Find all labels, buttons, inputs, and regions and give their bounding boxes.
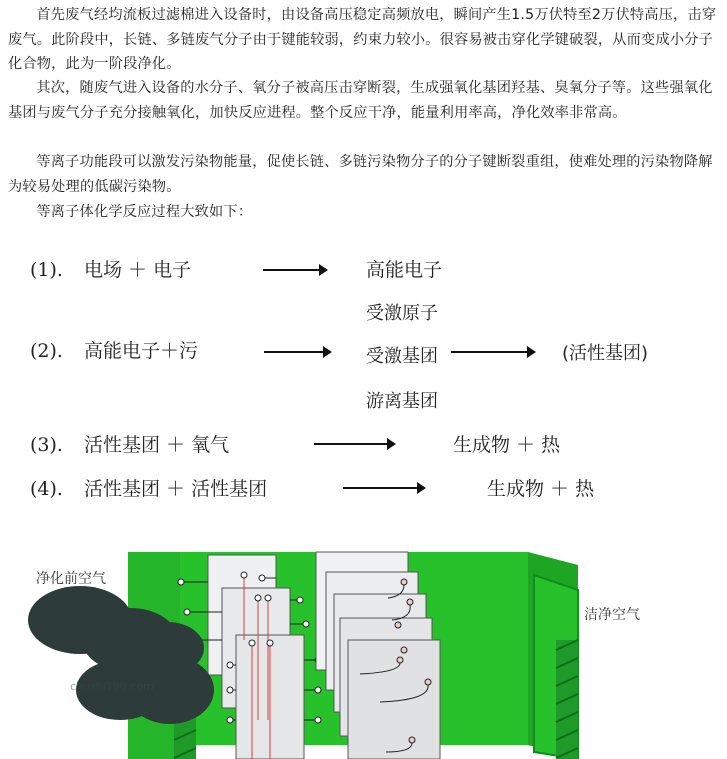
equation-1-product: 高能电子 [366, 259, 443, 281]
paragraph-3: 等离子功能段可以激发污染物能量，促使长链、多链污染物分子的分子键断裂重组，使难处理的污染物降解为较易处理的低碳污染物。 [8, 154, 713, 195]
equation-4-arrow [343, 487, 424, 489]
paragraph-1: 首先废气经均流板过滤棉进入设备时，由设备高压稳定高频放电，瞬间产生1.5万伏特至2万伏特高压，击穿废气。此阶段中，长链、多链废气分子由于键能较弱，约束力较小。很容易被击穿化学键破裂，从而变成小分子化合物，此为一阶段净化。 [8, 7, 717, 72]
equation-2-product-excited-atom: 受激原子 [366, 303, 438, 324]
equation-2-product-excited-group: 受激基团 [366, 346, 438, 367]
equation-2-number: (2). [30, 340, 63, 362]
outlet-filter [556, 640, 578, 759]
equation-2-arrow-2 [451, 351, 534, 353]
plasma-chamber-diagram [0, 520, 727, 759]
equation-4-products: 生成物 ＋ 热 [487, 478, 595, 500]
equation-3-products: 生成物 ＋ 热 [453, 434, 561, 456]
equation-4-reactants: 活性基团 ＋ 活性基团 [84, 478, 268, 500]
paragraph-4: 等离子体化学反应过程大致如下： [36, 204, 253, 220]
equation-2-result: (活性基团) [562, 343, 649, 364]
paragraph-2: 其次，随废气进入设备的水分子、氧分子被高压击穿断裂，生成强氧化基团羟基、臭氧分子等。这些强氧化基团与废气分子充分接触氧化，加快反应进程。整个反应干净，能量利用率高，净化效率非常高。 [8, 80, 713, 121]
equation-2-arrow [264, 351, 330, 353]
watermark: chushi190.com [70, 680, 154, 693]
equation-2-product-free-radical: 游离基团 [366, 391, 438, 412]
equation-3-number: (3). [30, 434, 63, 456]
equation-3-reactants: 活性基团 ＋ 氧气 [84, 434, 230, 456]
equation-4-number: (4). [30, 478, 63, 500]
inlet-label: 净化前空气 [36, 571, 106, 587]
equation-3-arrow [314, 443, 394, 445]
outlet-label: 洁净空气 [584, 607, 640, 623]
equation-1-arrow [263, 269, 326, 271]
equation-2-reactants: 高能电子＋污 [84, 340, 199, 362]
equation-1-number: (1). [30, 259, 63, 281]
equation-1-reactants: 电场 ＋ 电子 [84, 259, 192, 281]
